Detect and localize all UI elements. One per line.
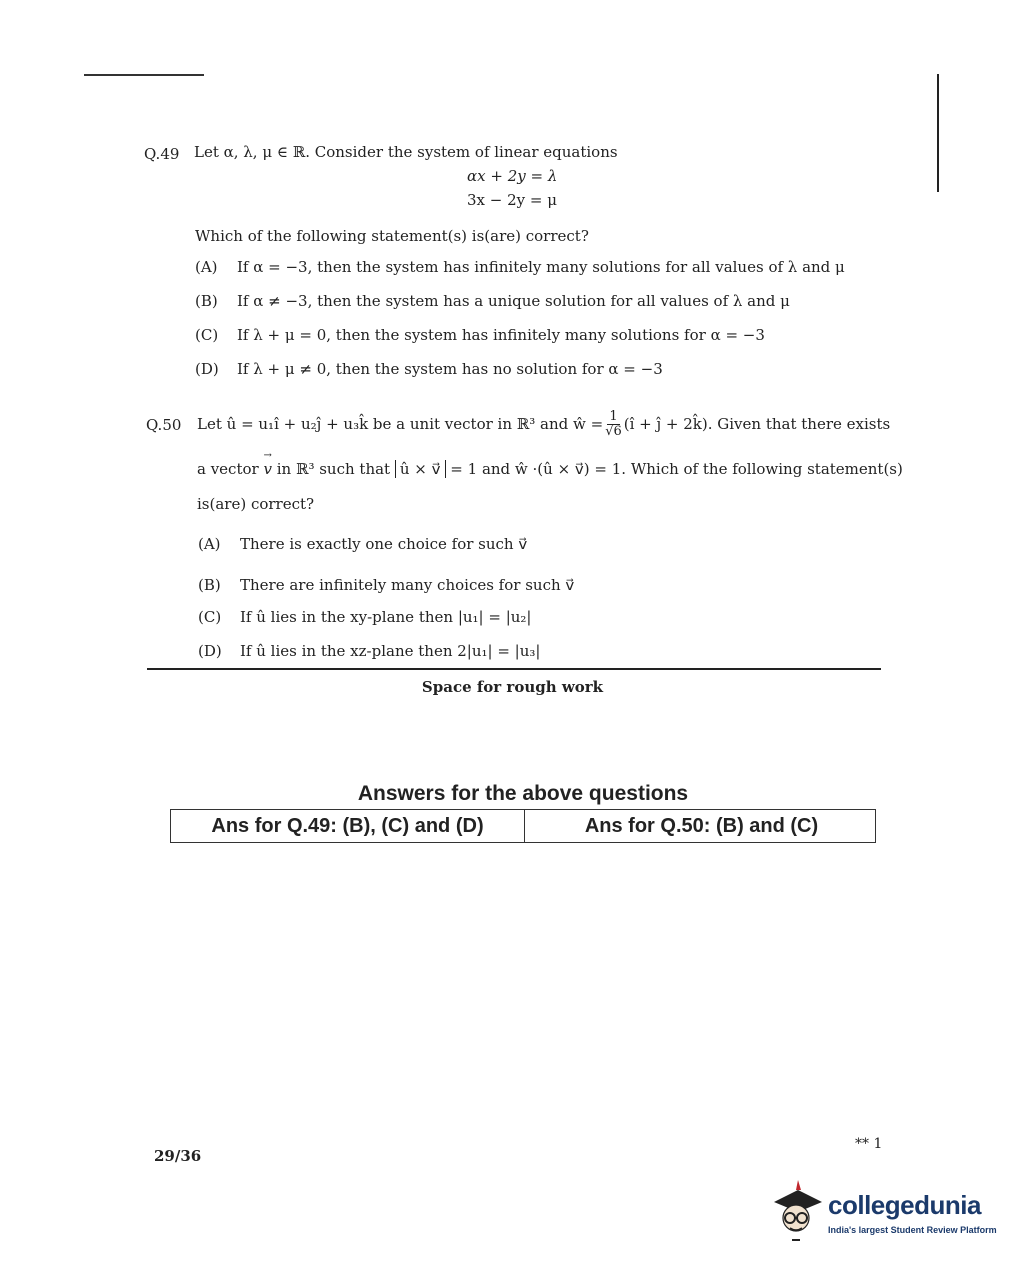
answers-table: [170, 809, 876, 843]
q50-line-2: [197, 459, 903, 479]
q50-line-2-text: a vector: [197, 460, 259, 478]
option-text: If α = −3, then the system has infinitely many solutions for all values of λ and μ: [237, 258, 845, 276]
q50-line-2-text-cont: in ℝ³ such that: [276, 460, 391, 478]
option-label: (A): [198, 535, 221, 553]
q50-line-3: is(are) correct?: [197, 495, 315, 513]
answer-q50: Ans for Q.50: (B) and (C): [584, 814, 819, 837]
q49-option-a: [195, 257, 845, 277]
top-rule: [84, 74, 204, 76]
section-rule: [147, 668, 881, 670]
option-text: If α ≠ −3, then the system has a unique solution for all values of λ and μ: [237, 292, 790, 310]
fraction-denominator: √6: [605, 423, 622, 439]
page-marker: ** 1: [855, 1136, 883, 1152]
q49-option-c: [195, 325, 765, 345]
option-label: (A): [195, 258, 218, 276]
rough-work-label: Space for rough work: [421, 678, 604, 696]
q50-line-1: [197, 404, 890, 444]
q50-option-d: [198, 641, 540, 661]
page-number: 29/36: [154, 1147, 202, 1165]
q50-option-c: [198, 607, 531, 627]
fraction-numerator: 1: [609, 408, 618, 424]
option-label: (C): [195, 326, 219, 344]
q50-option-b: [198, 575, 574, 595]
q50-line-1-text-cont: (î + ĵ + 2k̂). Given that there exists: [623, 415, 891, 433]
cross-product-magnitude: û × v⃗: [395, 460, 446, 478]
q49-option-d: [195, 359, 663, 379]
option-label: (D): [198, 642, 222, 660]
option-label: (C): [198, 608, 222, 626]
fraction: [605, 410, 622, 439]
answer-q49: Ans for Q.49: (B), (C) and (D): [171, 810, 525, 842]
brand-tagline: India's largest Student Review Platform: [828, 1225, 997, 1235]
option-label: (B): [198, 576, 221, 594]
q50-line-2-text-end: = 1 and ŵ ·(û × v⃗) = 1. Which of the following statement(s): [450, 460, 903, 478]
q49-number: Q.49: [144, 145, 180, 163]
right-margin-rule: [937, 74, 939, 192]
logo-mascot-icon: [768, 1178, 824, 1248]
q50-line-1-text: Let û = u₁î + u₂ĵ + u₃k̂ be a unit vector in ℝ³ and ŵ =: [197, 415, 604, 433]
q50-option-a: [198, 534, 527, 554]
q49-stem: Let α, λ, μ ∈ ℝ. Consider the system of linear equations: [194, 143, 618, 161]
option-text: If λ + μ = 0, then the system has infinitely many solutions for α = −3: [237, 326, 765, 344]
option-text: If û lies in the xy-plane then |u₁| = |u₂|: [240, 608, 532, 626]
option-text: If λ + μ ≠ 0, then the system has no solution for α = −3: [237, 360, 663, 378]
q49-option-b: [195, 291, 790, 311]
vector-v: → v: [263, 459, 271, 479]
q50-number: Q.50: [146, 416, 182, 434]
q49-prompt: Which of the following statement(s) is(are) correct?: [195, 227, 589, 245]
option-text: There are infinitely many choices for such v⃗: [240, 576, 575, 594]
option-text: If û lies in the xz-plane then 2|u₁| = |u₃|: [240, 642, 541, 660]
option-text: There is exactly one choice for such v⃗: [240, 535, 528, 553]
brand-name: collegedunia: [828, 1190, 981, 1220]
q49-equation-1: αx + 2y = λ: [467, 167, 558, 185]
option-label: (D): [195, 360, 219, 378]
option-label: (B): [195, 292, 218, 310]
answers-title: Answers for the above questions: [357, 782, 689, 805]
q49-equation-2: 3x − 2y = μ: [467, 191, 557, 209]
